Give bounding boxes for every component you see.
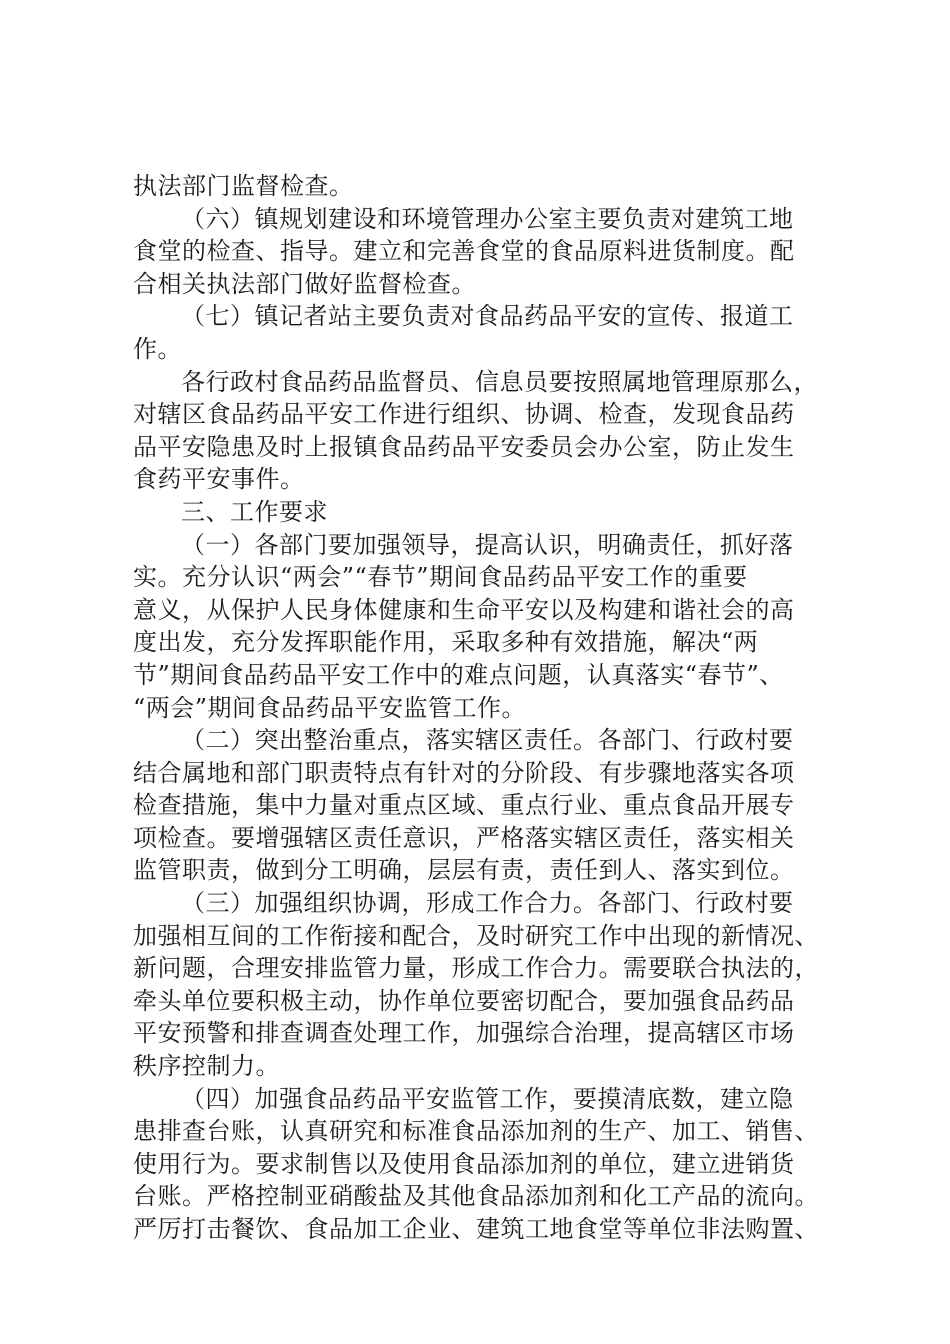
paragraph-item-six — [133, 203, 823, 301]
document-body — [133, 170, 823, 1246]
text-line: 品平安隐患及时上报镇食品药品平安委员会办公室，防止发生 — [133, 432, 795, 461]
text-line: （四）加强食品药品平安监管工作，要摸清底数，建立隐 — [181, 1084, 794, 1113]
text-line: 严厉打击餐饮、食品加工企业、建筑工地食堂等单位非法购置、 — [133, 1215, 819, 1243]
text-line: 各行政村食品药品监督员、信息员要按照属地管理原那么， — [181, 367, 818, 396]
text-line: （一）各部门要加强领导，提高认识，明确责任，抓好落 — [181, 530, 794, 559]
paragraph-requirement-three — [133, 887, 823, 1083]
text-line: “两会”期间食品药品平安监管工作。 — [133, 693, 527, 722]
section-heading: 三、工作要求 — [181, 497, 328, 526]
text-line: （二）突出整治重点，落实辖区责任。各部门、行政村要 — [181, 726, 794, 755]
text-line: 食药平安事件。 — [133, 465, 305, 494]
paragraph-village-supervisors — [133, 366, 823, 496]
text-line: 食堂的检查、指导。建立和完善食堂的食品原料进货制度。配 — [133, 237, 795, 266]
text-line: 意义，从保护人民身体健康和生命平安以及构建和谐社会的高 — [133, 595, 795, 624]
text-line: 作。 — [133, 334, 182, 363]
text-line: 检查措施，集中力量对重点区域、重点行业、重点食品开展专 — [133, 791, 795, 820]
text-line: 合相关执法部门做好监督检查。 — [133, 269, 476, 298]
paragraph-requirement-one — [133, 529, 823, 725]
text-line: 使用行为。要求制售以及使用食品添加剂的单位，建立进销货 — [133, 1149, 795, 1178]
text-line: 牵头单位要积极主动，协作单位要密切配合，要加强食品药品 — [133, 986, 795, 1015]
text-line: 平安预警和排查调查处理工作，加强综合治理，提高辖区市场 — [133, 1019, 795, 1048]
text-line: 节”期间食品药品平安工作中的难点问题，认真落实“春节”、 — [133, 660, 784, 689]
text-line: 项检查。要增强辖区责任意识，严格落实辖区责任，落实相关 — [133, 823, 795, 852]
text-line: 度出发，充分发挥职能作用，采取多种有效措施，解决“两 — [133, 628, 759, 657]
paragraph-requirement-two — [133, 724, 823, 887]
text-line: 秩序控制力。 — [133, 1052, 280, 1081]
text-line: 新问题，合理安排监管力量，形成工作合力。需要联合执法的， — [133, 954, 819, 983]
text-line: 台账。严格控制亚硝酸盐及其他食品添加剂和化工产品的流向。 — [133, 1182, 819, 1211]
text-line: （三）加强组织协调，形成工作合力。各部门、行政村要 — [181, 889, 794, 918]
paragraph-requirement-four — [133, 1083, 823, 1246]
text-line: 加强相互间的工作衔接和配合，及时研究工作中出现的新情况、 — [133, 921, 819, 950]
text-line: 患排查台账，认真研究和标准食品添加剂的生产、加工、销售、 — [133, 1117, 819, 1146]
text-line: （六）镇规划建设和环境管理办公室主要负责对建筑工地 — [181, 204, 794, 233]
text-line: 执法部门监督检查。 — [133, 172, 354, 200]
text-line: 结合属地和部门职责特点有针对的分阶段、有步骤地落实各项 — [133, 758, 795, 787]
paragraph-item-seven — [133, 300, 823, 365]
text-line: （七）镇记者站主要负责对食品药品平安的宣传、报道工 — [181, 302, 794, 331]
paragraph-continuation — [133, 170, 823, 203]
section-heading-work-requirements — [133, 496, 823, 529]
text-line: 对辖区食品药品平安工作进行组织、协调、检查，发现食品药 — [133, 400, 795, 429]
text-line: 监管职责，做到分工明确，层层有责，责任到人、落实到位。 — [133, 856, 795, 885]
text-line: 实。充分认识“两会”“春节”期间食品药品平安工作的重要 — [133, 563, 748, 592]
